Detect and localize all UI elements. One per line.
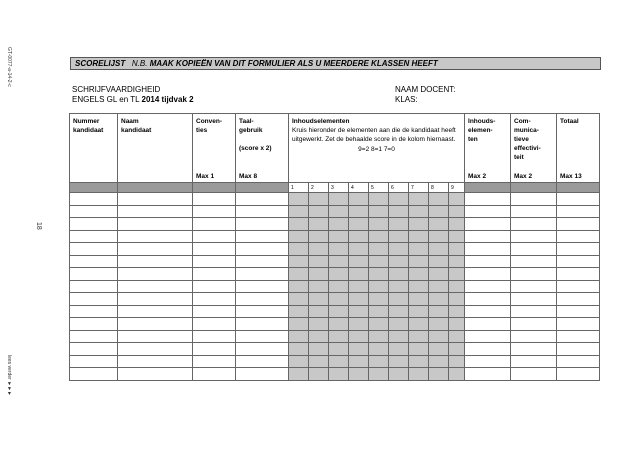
score-cell[interactable] <box>389 280 409 293</box>
score-cell[interactable] <box>449 230 465 243</box>
score-cell[interactable] <box>70 355 118 368</box>
score-cell[interactable] <box>236 205 289 218</box>
score-cell[interactable] <box>449 318 465 331</box>
score-cell[interactable] <box>118 193 193 206</box>
score-cell[interactable] <box>193 355 236 368</box>
score-cell[interactable] <box>349 305 369 318</box>
score-cell[interactable] <box>449 205 465 218</box>
score-cell[interactable] <box>236 193 289 206</box>
score-cell[interactable] <box>449 243 465 256</box>
score-cell[interactable] <box>193 293 236 306</box>
candidate-row <box>70 193 600 206</box>
candidate-row <box>70 218 600 231</box>
teacher-header <box>395 85 455 104</box>
score-cell[interactable] <box>511 255 557 268</box>
score-cell[interactable] <box>511 280 557 293</box>
score-cell[interactable] <box>389 343 409 356</box>
candidate-row <box>70 293 600 306</box>
score-cell[interactable] <box>557 230 600 243</box>
score-cell[interactable] <box>409 305 429 318</box>
score-cell[interactable] <box>118 293 193 306</box>
score-cell[interactable] <box>349 268 369 281</box>
score-cell[interactable] <box>70 293 118 306</box>
score-cell[interactable] <box>349 243 369 256</box>
score-cell[interactable] <box>118 368 193 381</box>
score-cell[interactable] <box>429 355 449 368</box>
score-cell[interactable] <box>309 230 329 243</box>
score-cell[interactable] <box>465 243 511 256</box>
score-cell[interactable] <box>511 355 557 368</box>
score-cell[interactable] <box>349 230 369 243</box>
score-cell[interactable] <box>369 293 389 306</box>
score-cell[interactable] <box>465 218 511 231</box>
score-cell[interactable] <box>349 343 369 356</box>
score-cell[interactable] <box>236 318 289 331</box>
score-cell[interactable] <box>409 243 429 256</box>
score-cell[interactable] <box>118 355 193 368</box>
header-nummer: Nummer kandidaat <box>70 114 118 183</box>
candidate-row <box>70 243 600 256</box>
score-cell[interactable] <box>118 343 193 356</box>
score-cell[interactable] <box>236 368 289 381</box>
score-cell[interactable] <box>465 355 511 368</box>
subject-header <box>72 85 194 104</box>
score-cell[interactable] <box>118 318 193 331</box>
score-cell[interactable] <box>118 305 193 318</box>
taalgebruik-max: Max 8 <box>239 173 258 180</box>
score-cell[interactable] <box>349 318 369 331</box>
score-cell[interactable] <box>70 230 118 243</box>
score-cell[interactable] <box>193 205 236 218</box>
score-cell[interactable] <box>70 218 118 231</box>
score-cell[interactable] <box>118 205 193 218</box>
teacher-name-label: NAAM DOCENT: <box>395 85 456 94</box>
score-cell[interactable] <box>236 218 289 231</box>
score-cell[interactable] <box>369 230 389 243</box>
header-inhoudselementen-score: Inhouds- elemen- ten Max 2 <box>465 114 511 183</box>
score-cell[interactable] <box>236 255 289 268</box>
score-cell[interactable] <box>349 293 369 306</box>
score-cell[interactable] <box>70 255 118 268</box>
score-cell[interactable] <box>511 193 557 206</box>
score-cell[interactable] <box>329 330 349 343</box>
score-cell[interactable] <box>557 305 600 318</box>
score-cell[interactable] <box>557 268 600 281</box>
score-cell[interactable] <box>309 243 329 256</box>
score-cell[interactable] <box>429 255 449 268</box>
score-cell[interactable] <box>465 343 511 356</box>
score-cell[interactable] <box>449 268 465 281</box>
score-cell[interactable] <box>429 305 449 318</box>
score-cell[interactable] <box>409 218 429 231</box>
score-cell[interactable] <box>289 293 309 306</box>
score-cell[interactable] <box>511 330 557 343</box>
score-cell[interactable] <box>236 330 289 343</box>
candidate-row <box>70 255 600 268</box>
score-cell[interactable] <box>369 255 389 268</box>
score-cell[interactable] <box>329 243 349 256</box>
score-cell[interactable] <box>309 218 329 231</box>
candidate-row <box>70 330 600 343</box>
score-cell[interactable] <box>329 305 349 318</box>
candidate-row <box>70 205 600 218</box>
score-cell[interactable] <box>289 230 309 243</box>
score-cell[interactable] <box>118 330 193 343</box>
inhoudselementen-instructions: Kruis hieronder de elementen aan die de kandidaat heeft uitgewerkt. Zet de behaalde score in de kolom hiernaast. <box>292 127 456 143</box>
score-cell[interactable] <box>289 280 309 293</box>
score-cell[interactable] <box>369 305 389 318</box>
title-banner <box>70 57 601 70</box>
score-cell[interactable] <box>409 330 429 343</box>
score-cell[interactable] <box>236 280 289 293</box>
score-cell[interactable] <box>409 268 429 281</box>
score-cell[interactable] <box>409 193 429 206</box>
score-cell[interactable] <box>329 368 349 381</box>
element-number: 9 <box>449 183 465 193</box>
score-cell[interactable] <box>369 243 389 256</box>
banner-nb: N.B. <box>131 59 148 68</box>
score-cell[interactable] <box>70 305 118 318</box>
document-code: GT-0077-a-14-2-c <box>6 47 12 87</box>
score-cell[interactable] <box>118 218 193 231</box>
score-cell[interactable] <box>465 255 511 268</box>
score-cell[interactable] <box>369 368 389 381</box>
score-cell[interactable] <box>289 318 309 331</box>
score-cell[interactable] <box>118 280 193 293</box>
score-table <box>69 113 600 381</box>
score-cell[interactable] <box>309 355 329 368</box>
score-cell[interactable] <box>449 193 465 206</box>
score-cell[interactable] <box>389 355 409 368</box>
score-cell[interactable] <box>409 343 429 356</box>
continue-note: lees verder ►►► <box>6 355 12 396</box>
score-cell[interactable] <box>389 368 409 381</box>
subject-course: ENGELS GL en TL <box>72 94 140 104</box>
element-number: 8 <box>429 183 449 193</box>
score-cell[interactable] <box>369 193 389 206</box>
score-cell[interactable] <box>309 305 329 318</box>
score-cell[interactable] <box>70 193 118 206</box>
score-cell[interactable] <box>193 268 236 281</box>
score-cell[interactable] <box>193 230 236 243</box>
element-number-row <box>70 183 600 193</box>
score-cell[interactable] <box>193 318 236 331</box>
score-cell[interactable] <box>118 230 193 243</box>
subject-skill: SCHRIJFVAARDIGHEID <box>72 85 161 94</box>
score-cell[interactable] <box>449 355 465 368</box>
score-cell[interactable] <box>465 368 511 381</box>
score-cell[interactable] <box>193 193 236 206</box>
score-cell[interactable] <box>449 368 465 381</box>
score-cell[interactable] <box>118 268 193 281</box>
score-cell[interactable] <box>389 243 409 256</box>
score-cell[interactable] <box>289 305 309 318</box>
score-cell[interactable] <box>309 318 329 331</box>
score-cell[interactable] <box>389 318 409 331</box>
score-cell[interactable] <box>389 230 409 243</box>
score-cell[interactable] <box>511 368 557 381</box>
score-cell[interactable] <box>465 280 511 293</box>
inhoudselementen-scoring: 9=2 8=1 7=0 <box>358 146 395 153</box>
score-cell[interactable] <box>369 218 389 231</box>
score-cell[interactable] <box>193 330 236 343</box>
score-cell[interactable] <box>369 330 389 343</box>
score-cell[interactable] <box>329 293 349 306</box>
score-cell[interactable] <box>449 305 465 318</box>
score-cell[interactable] <box>465 268 511 281</box>
score-cell[interactable] <box>329 318 349 331</box>
score-cell[interactable] <box>557 318 600 331</box>
score-cell[interactable] <box>193 255 236 268</box>
score-cell[interactable] <box>329 355 349 368</box>
score-cell[interactable] <box>349 193 369 206</box>
score-cell[interactable] <box>389 193 409 206</box>
score-cell[interactable] <box>309 293 329 306</box>
header-naam: Naam kandidaat <box>118 114 193 183</box>
score-cell[interactable] <box>429 343 449 356</box>
element-number: 6 <box>389 183 409 193</box>
candidate-row <box>70 268 600 281</box>
header-totaal: Totaal Max 13 <box>557 114 600 183</box>
score-cell[interactable] <box>389 255 409 268</box>
score-cell[interactable] <box>70 205 118 218</box>
score-cell[interactable] <box>329 193 349 206</box>
score-cell[interactable] <box>289 218 309 231</box>
score-cell[interactable] <box>329 230 349 243</box>
score-cell[interactable] <box>70 368 118 381</box>
class-label: KLAS: <box>395 94 418 104</box>
score-cell[interactable] <box>70 280 118 293</box>
score-cell[interactable] <box>511 218 557 231</box>
score-cell[interactable] <box>309 255 329 268</box>
score-cell[interactable] <box>369 280 389 293</box>
score-cell[interactable] <box>511 268 557 281</box>
score-cell[interactable] <box>429 218 449 231</box>
score-cell[interactable] <box>309 205 329 218</box>
score-cell[interactable] <box>389 268 409 281</box>
score-cell[interactable] <box>465 330 511 343</box>
score-cell[interactable] <box>349 368 369 381</box>
score-cell[interactable] <box>236 305 289 318</box>
score-cell[interactable] <box>409 230 429 243</box>
subject-period: 2014 tijdvak 2 <box>141 94 194 104</box>
score-cell[interactable] <box>193 218 236 231</box>
score-cell[interactable] <box>465 193 511 206</box>
score-cell[interactable] <box>349 330 369 343</box>
score-cell[interactable] <box>118 243 193 256</box>
score-cell[interactable] <box>369 205 389 218</box>
score-cell[interactable] <box>193 280 236 293</box>
score-cell[interactable] <box>429 193 449 206</box>
score-cell[interactable] <box>389 205 409 218</box>
score-cell[interactable] <box>465 318 511 331</box>
score-cell[interactable] <box>511 318 557 331</box>
score-cell[interactable] <box>369 343 389 356</box>
score-cell[interactable] <box>511 293 557 306</box>
score-cell[interactable] <box>429 280 449 293</box>
score-cell[interactable] <box>449 343 465 356</box>
score-cell[interactable] <box>329 205 349 218</box>
score-cell[interactable] <box>289 243 309 256</box>
score-cell[interactable] <box>309 268 329 281</box>
score-cell[interactable] <box>289 343 309 356</box>
score-cell[interactable] <box>236 343 289 356</box>
page-number: 18 <box>35 222 42 230</box>
score-cell[interactable] <box>236 293 289 306</box>
score-cell[interactable] <box>193 243 236 256</box>
score-cell[interactable] <box>429 293 449 306</box>
score-cell[interactable] <box>369 355 389 368</box>
score-cell[interactable] <box>409 368 429 381</box>
score-cell[interactable] <box>557 343 600 356</box>
score-cell[interactable] <box>329 255 349 268</box>
score-cell[interactable] <box>557 193 600 206</box>
score-cell[interactable] <box>309 330 329 343</box>
score-cell[interactable] <box>429 230 449 243</box>
score-cell[interactable] <box>369 268 389 281</box>
score-cell[interactable] <box>429 205 449 218</box>
score-cell[interactable] <box>511 343 557 356</box>
element-number: 2 <box>309 183 329 193</box>
score-cell[interactable] <box>289 268 309 281</box>
score-cell[interactable] <box>289 193 309 206</box>
element-number: 5 <box>369 183 389 193</box>
score-cell[interactable] <box>389 293 409 306</box>
score-cell[interactable] <box>557 255 600 268</box>
header-inhoudselementen: Inhoudselementen Kruis hieronder de elementen aan die de kandidaat heeft uitgewerkt. Zet de behaalde score in de kolom hiernaast. 9=2 8=1 7=0 <box>289 114 465 183</box>
score-cell[interactable] <box>557 243 600 256</box>
score-cell[interactable] <box>511 305 557 318</box>
score-cell[interactable] <box>465 293 511 306</box>
score-cell[interactable] <box>236 230 289 243</box>
score-cell[interactable] <box>309 343 329 356</box>
score-cell[interactable] <box>70 318 118 331</box>
score-cell[interactable] <box>465 205 511 218</box>
score-cell[interactable] <box>349 205 369 218</box>
element-number: 4 <box>349 183 369 193</box>
candidate-row <box>70 368 600 381</box>
score-cell[interactable] <box>193 343 236 356</box>
score-cell[interactable] <box>118 255 193 268</box>
score-cell[interactable] <box>289 205 309 218</box>
candidate-row <box>70 230 600 243</box>
score-cell[interactable] <box>289 355 309 368</box>
score-cell[interactable] <box>409 293 429 306</box>
score-cell[interactable] <box>236 355 289 368</box>
score-cell[interactable] <box>349 218 369 231</box>
score-cell[interactable] <box>449 255 465 268</box>
score-cell[interactable] <box>193 368 236 381</box>
score-cell[interactable] <box>329 268 349 281</box>
score-cell[interactable] <box>329 280 349 293</box>
score-cell[interactable] <box>465 305 511 318</box>
score-cell[interactable] <box>429 243 449 256</box>
score-cell[interactable] <box>557 205 600 218</box>
score-cell[interactable] <box>465 230 511 243</box>
element-number: 1 <box>289 183 309 193</box>
score-cell[interactable] <box>511 205 557 218</box>
score-cell[interactable] <box>369 318 389 331</box>
score-cell[interactable] <box>409 255 429 268</box>
score-cell[interactable] <box>236 268 289 281</box>
score-cell[interactable] <box>557 330 600 343</box>
score-cell[interactable] <box>449 293 465 306</box>
score-cell[interactable] <box>511 243 557 256</box>
score-cell[interactable] <box>409 318 429 331</box>
score-cell[interactable] <box>389 218 409 231</box>
candidate-row <box>70 280 600 293</box>
conventies-max: Max 1 <box>196 173 215 180</box>
score-cell[interactable] <box>309 193 329 206</box>
score-cell[interactable] <box>557 218 600 231</box>
score-cell[interactable] <box>329 343 349 356</box>
candidate-row <box>70 305 600 318</box>
score-cell[interactable] <box>557 280 600 293</box>
header-taalgebruik: Taal- gebruik (score x 2) Max 8 <box>236 114 289 183</box>
score-cell[interactable] <box>236 243 289 256</box>
score-cell[interactable] <box>309 280 329 293</box>
score-cell[interactable] <box>289 368 309 381</box>
score-cell[interactable] <box>557 368 600 381</box>
score-cell[interactable] <box>329 218 349 231</box>
score-cell[interactable] <box>511 230 557 243</box>
candidate-row <box>70 343 600 356</box>
score-cell[interactable] <box>193 305 236 318</box>
score-cell[interactable] <box>557 293 600 306</box>
element-number: 3 <box>329 183 349 193</box>
score-cell[interactable] <box>349 255 369 268</box>
score-cell[interactable] <box>289 255 309 268</box>
score-cell[interactable] <box>70 243 118 256</box>
score-cell[interactable] <box>449 280 465 293</box>
score-cell[interactable] <box>409 280 429 293</box>
header-conventies: Conven- ties Max 1 <box>193 114 236 183</box>
banner-title: SCORELIJST <box>75 59 126 68</box>
score-cell[interactable] <box>409 205 429 218</box>
score-cell[interactable] <box>449 330 465 343</box>
score-cell[interactable] <box>449 218 465 231</box>
subject-exam <box>72 95 194 105</box>
score-cell[interactable] <box>70 330 118 343</box>
score-cell[interactable] <box>349 280 369 293</box>
score-cell[interactable] <box>389 305 409 318</box>
header-communicatieve-effectiviteit: Com- munica- tieve effectivi- teit Max 2 <box>511 114 557 183</box>
score-cell[interactable] <box>389 330 409 343</box>
score-cell[interactable] <box>70 268 118 281</box>
element-number: 7 <box>409 183 429 193</box>
score-cell[interactable] <box>289 330 309 343</box>
score-cell[interactable] <box>70 343 118 356</box>
score-cell[interactable] <box>557 355 600 368</box>
banner-instruction: MAAK KOPIEËN VAN DIT FORMULIER ALS U MEERDERE KLASSEN HEEFT <box>149 59 438 68</box>
candidate-row <box>70 318 600 331</box>
score-cell[interactable] <box>409 355 429 368</box>
score-cell[interactable] <box>429 318 449 331</box>
score-cell[interactable] <box>349 355 369 368</box>
score-cell[interactable] <box>429 368 449 381</box>
score-cell[interactable] <box>429 330 449 343</box>
score-cell[interactable] <box>429 268 449 281</box>
score-cell[interactable] <box>309 368 329 381</box>
candidate-row <box>70 355 600 368</box>
